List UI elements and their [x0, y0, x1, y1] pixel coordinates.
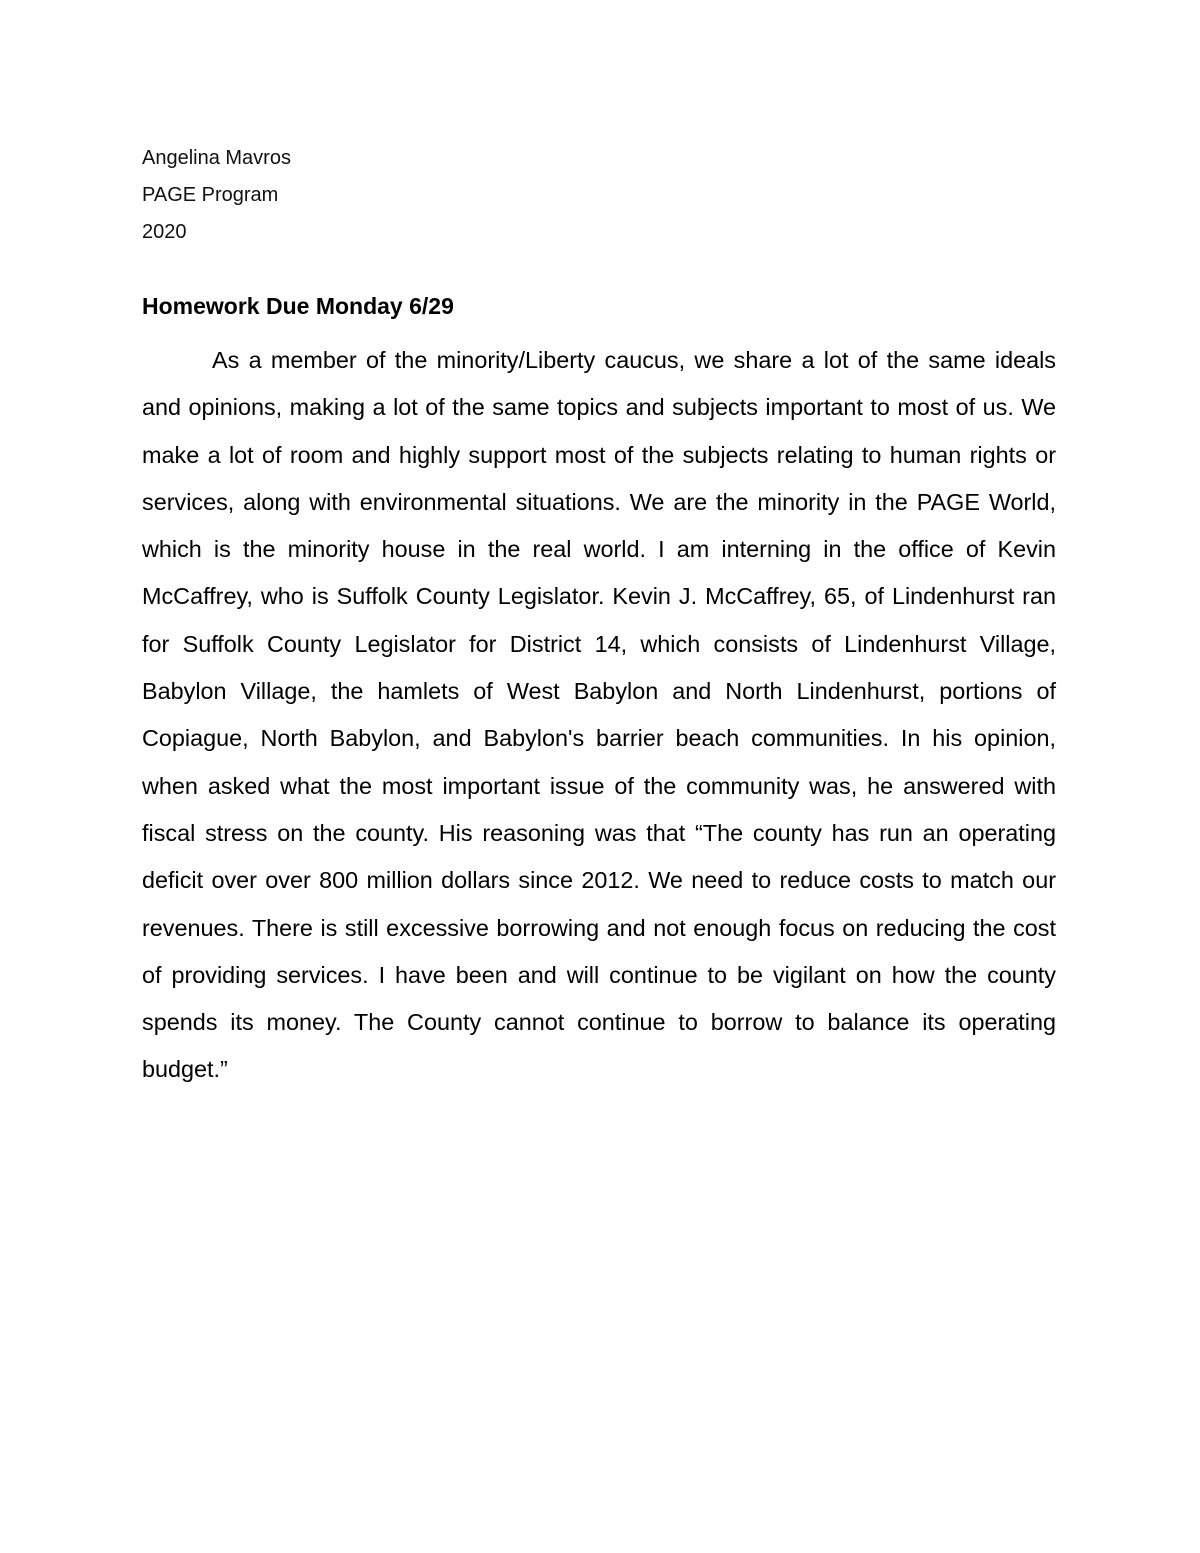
body-paragraph: As a member of the minority/Liberty caucus, we share a lot of the same ideals and opinions, making a lot of the same topics and subjects important to most of us. We make a lot of room and highly support most of the subjects relating to human rights or services, along with environmental situations. We are the minority in the PAGE World, which is the minority house in the real world. I am interning in the office of Kevin McCaffrey, who is Suffolk County Legislator. Kevin J. McCaffrey, 65, of Lindenhurst ran for Suffolk County Legislator for District 14, which consists of Lindenhurst Village, Babylon Village, the hamlets of West Babylon and North Lindenhurst, portions of Copiague, North Babylon, and Babylon's barrier beach communities. In his opinion, when asked what the most important issue of the community was, he answered with fiscal stress on the county. His reasoning was that “The county has run an operating deficit over over 800 million dollars since 2012. We need to reduce costs to match our revenues. There is still excessive borrowing and not enough focus on reducing the cost of providing services. I have been and will continue to be vigilant on how the county spends its money. The County cannot continue to borrow to balance its operating budget.” [142, 347, 1056, 1083]
document-title: Homework Due Monday 6/29 [142, 293, 454, 319]
author-name: Angelina Mavros [142, 147, 291, 169]
document-header [142, 140, 742, 251]
document-year: 2020 [142, 221, 187, 243]
program-name: PAGE Program [142, 184, 279, 206]
